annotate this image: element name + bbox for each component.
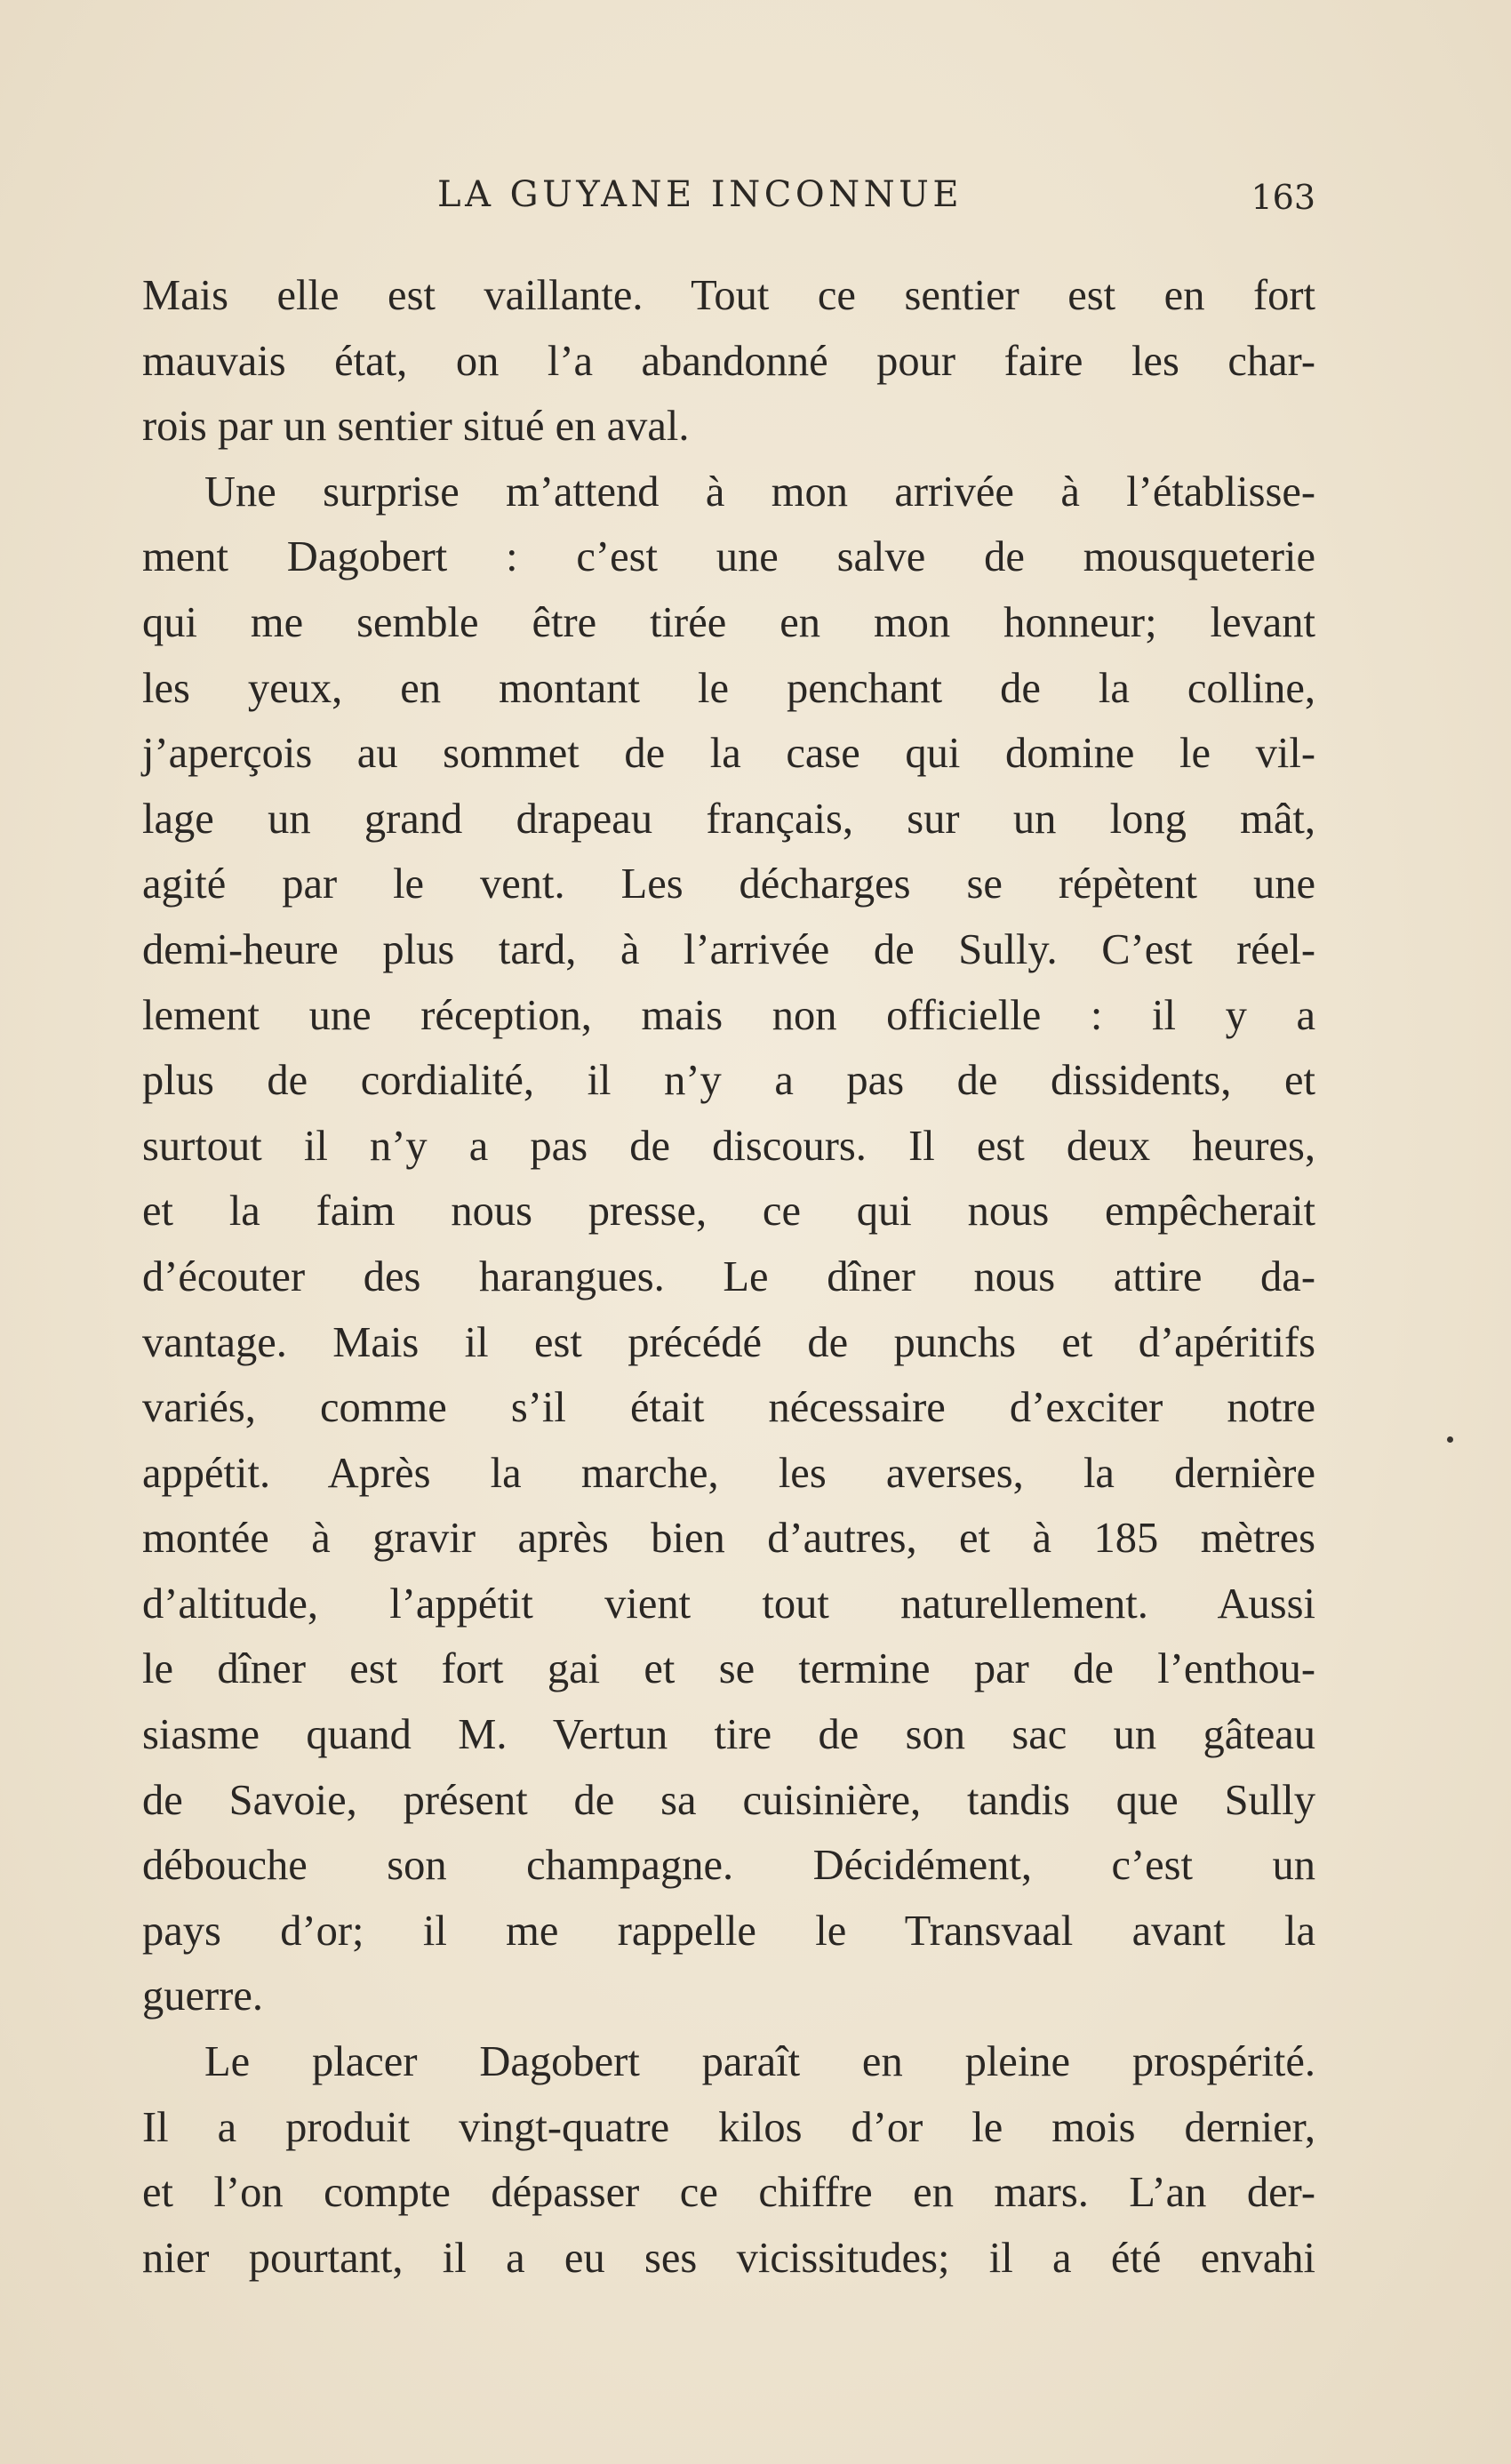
text-line: lement une réception, mais non officielle : il y a <box>142 991 1315 1039</box>
text-line: Mais elle est vaillante. Tout ce sentier est en fort <box>142 272 1315 319</box>
text-line: appétit. Après la marche, les averses, la dernière <box>142 1449 1315 1497</box>
text-line: montée à gravir après bien d’autres, et à 185 mètres <box>142 1515 1315 1563</box>
text-line: variés, comme s’il était nécessaire d’exciter notre <box>142 1384 1315 1432</box>
text-line: lage un grand drapeau français, sur un long mât, <box>142 795 1315 843</box>
text-line: débouche son champagne. Décidément, c’est un <box>142 1842 1315 1890</box>
text-line: ment Dagobert : c’est une salve de mousqueterie <box>142 533 1315 581</box>
text-line: j’aperçois au sommet de la case qui domine le vil- <box>142 730 1315 778</box>
text-line: nier pourtant, il a eu ses vicissitudes; il a été envahi <box>142 2234 1315 2282</box>
text-line: les yeux, en montant le penchant de la colline, <box>142 664 1315 712</box>
text-line: d’altitude, l’appétit vient tout naturellement. Aussi <box>142 1580 1315 1628</box>
text-line: demi-heure plus tard, à l’arrivée de Sully. C’est réel- <box>142 925 1315 973</box>
paragraph-start-line: Une surprise m’attend à mon arrivée à l’établisse- <box>204 468 1315 516</box>
text-line: d’écouter des harangues. Le dîner nous attire da- <box>142 1252 1315 1300</box>
text-line: le dîner est fort gai et se termine par de l’enthou- <box>142 1645 1315 1693</box>
text-line: agité par le vent. Les décharges se répètent une <box>142 860 1315 908</box>
text-line: plus de cordialité, il n’y a pas de dissidents, et <box>142 1057 1315 1105</box>
paragraph-start-line: Le placer Dagobert paraît en pleine prospérité. <box>204 2038 1315 2086</box>
text-line: qui me semble être tirée en mon honneur; levant <box>142 598 1315 646</box>
text-line: pays d’or; il me rappelle le Transvaal avant la <box>142 1907 1315 1955</box>
running-title: LA GUYANE INCONNUE <box>437 174 963 215</box>
text-line: surtout il n’y a pas de discours. Il est deux heures, <box>142 1122 1315 1170</box>
paper-speck <box>1447 1436 1453 1443</box>
text-line: guerre. <box>142 1972 263 2020</box>
text-line: de Savoie, présent de sa cuisinière, tandis que Sully <box>142 1776 1315 1824</box>
text-line: mauvais état, on l’a abandonné pour faire les char- <box>142 337 1315 385</box>
page-number: 163 <box>1251 178 1315 217</box>
page-header <box>142 174 1315 228</box>
text-line: et la faim nous presse, ce qui nous empêcherait <box>142 1188 1315 1236</box>
text-line: rois par un sentier situé en aval. <box>142 403 690 451</box>
text-line: siasme quand M. Vertun tire de son sac un gâteau <box>142 1711 1315 1759</box>
text-line: et l’on compte dépasser ce chiffre en mars. L’an der- <box>142 2169 1315 2217</box>
body-text <box>142 263 1315 2291</box>
text-line: Il a produit vingt-quatre kilos d’or le mois dernier, <box>142 2103 1315 2151</box>
text-line: vantage. Mais il est précédé de punchs et d’apéritifs <box>142 1318 1315 1366</box>
